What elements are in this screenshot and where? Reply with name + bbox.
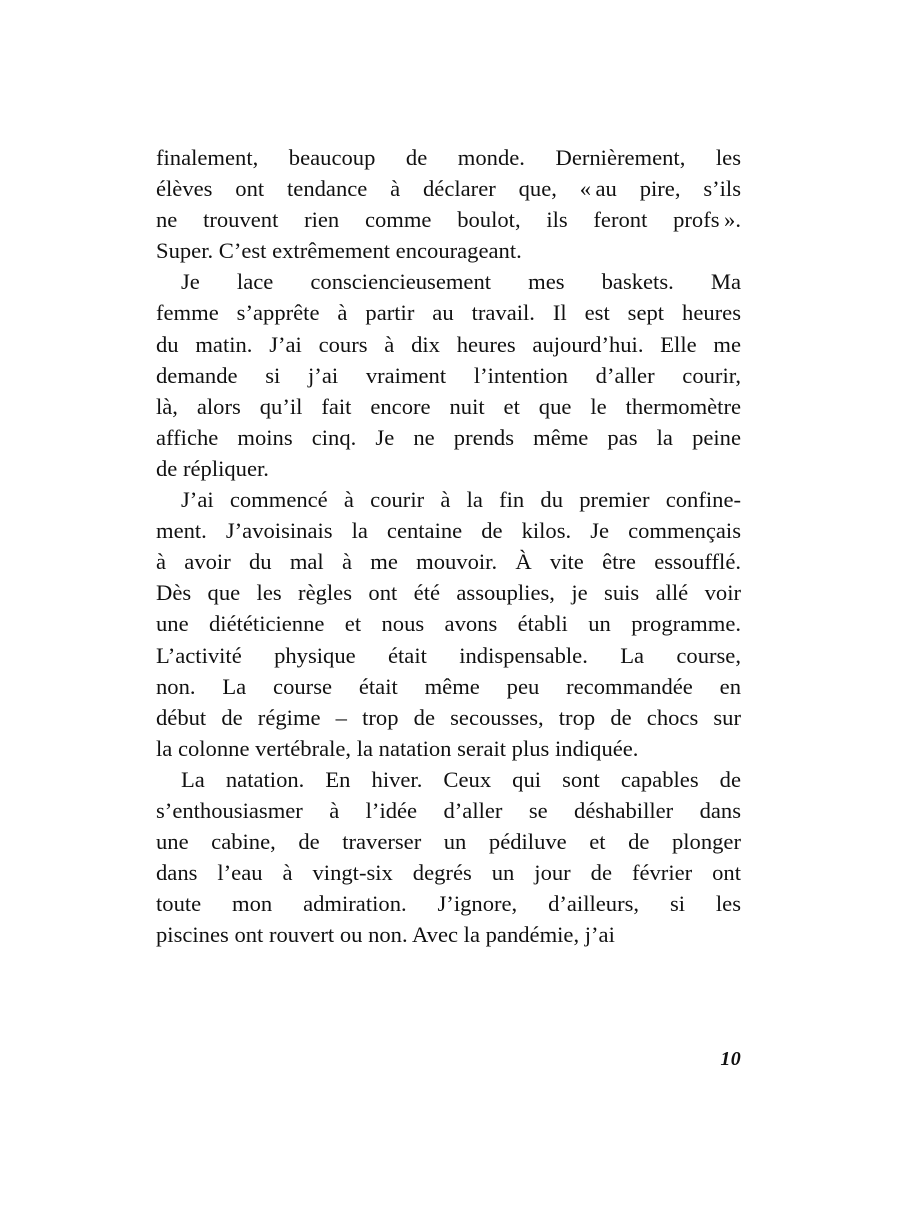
text-line: finalement, beaucoup de monde. Dernièrement, les xyxy=(156,145,741,170)
text-line: s’enthousiasmer à l’idée d’aller se déshabiller dans xyxy=(156,797,741,823)
text-line: ne trouvent rien comme boulot, ils feront profs ». xyxy=(156,207,741,233)
text-line: La natation. En hiver. Ceux qui sont capables de xyxy=(181,766,741,792)
body-text xyxy=(156,142,741,950)
paragraph xyxy=(156,266,741,484)
page-number: 10 xyxy=(720,1048,741,1070)
text-line: de répliquer. xyxy=(156,455,269,481)
text-line: affiche moins cinq. Je ne prends même pas la peine xyxy=(156,424,741,450)
text-line: ment. J’avoisinais la centaine de kilos. Je commençais xyxy=(156,518,741,544)
text-line: Je lace consciencieusement mes baskets. Ma xyxy=(181,269,741,295)
text-line: du matin. J’ai cours à dix heures aujourd’hui. Elle me xyxy=(156,331,741,357)
text-line: demande si j’ai vraiment l’intention d’aller courir, xyxy=(156,362,741,388)
text-line: là, alors qu’il fait encore nuit et que le thermomètre xyxy=(156,393,741,419)
text-line: Dès que les règles ont été assouplies, je suis allé voir xyxy=(156,580,741,606)
text-line: à avoir du mal à me mouvoir. À vite être essoufflé. xyxy=(156,549,741,575)
paragraph xyxy=(156,142,741,266)
text-line: piscines ont rouvert ou non. Avec la pandémie, j’ai xyxy=(156,922,615,948)
text-line: femme s’apprête à partir au travail. Il est sept heures xyxy=(156,300,741,326)
text-line: L’activité physique était indispensable. La course, xyxy=(156,642,741,668)
text-line: une diététicienne et nous avons établi un programme. xyxy=(156,611,741,637)
text-line: début de régime – trop de secousses, trop de chocs sur xyxy=(156,704,741,730)
text-line: Super. C’est extrêmement encourageant. xyxy=(156,238,522,264)
text-line: non. La course était même peu recommandée en xyxy=(156,673,741,699)
text-line: élèves ont tendance à déclarer que, « au pire, s’ils xyxy=(156,176,741,202)
paragraph xyxy=(156,764,741,951)
text-line: J’ai commencé à courir à la fin du premier confine- xyxy=(181,487,741,513)
paragraph xyxy=(156,484,741,764)
text-line: une cabine, de traverser un pédiluve et de plonger xyxy=(156,829,741,855)
text-line: toute mon admiration. J’ignore, d’ailleurs, si les xyxy=(156,891,741,917)
text-line: la colonne vertébrale, la natation serait plus indiquée. xyxy=(156,735,639,761)
text-line: dans l’eau à vingt-six degrés un jour de février ont xyxy=(156,860,741,886)
